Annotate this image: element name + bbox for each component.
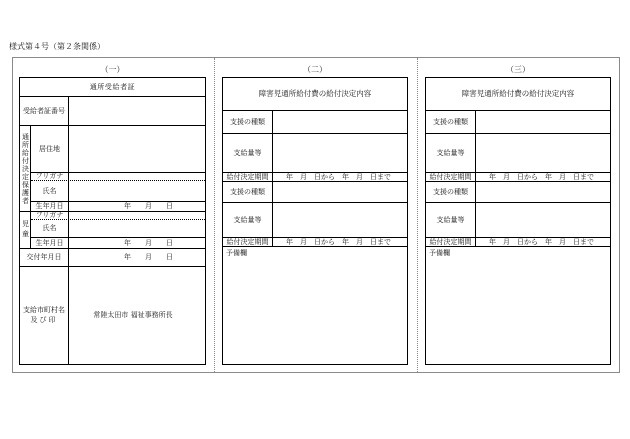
amount-row [426,134,610,173]
decision-period-row [426,173,610,182]
municipality-value: 常陸太田市 福祉事務所長 [93,311,173,319]
issue-date-label: 交付年月日 [20,249,69,266]
support-type-value [476,111,610,133]
municipality-label-line1: 支給市町村名 [23,306,65,314]
benefit-decision-panel-3 [425,77,611,365]
benefit-decision-panel-2 [222,77,408,365]
guardian-address-value [69,126,205,172]
benefit-decision-title: 障害児通所給付費の給付決定内容 [461,89,575,99]
benefit-decision-title-row [223,78,407,111]
decision-period-row [426,238,610,247]
child-name-label: 氏名 [31,220,69,237]
decision-period-label: 給付決定期間 [223,173,273,181]
decision-period-label: 給付決定期間 [426,173,476,181]
amount-value [273,134,407,172]
guardian-birthdate-label: 生年月日 [31,202,69,211]
decision-period-row [223,238,407,247]
guardian-address-label: 居住地 [31,126,69,172]
guardian-furigana-label: フリガナ [31,173,69,180]
panel-3-heading: （三） [506,65,530,74]
support-type-value [476,182,610,202]
decision-period-label: 給付決定期間 [223,238,273,246]
guardian-birthdate-value: 年 月 日 [124,202,173,210]
child-group [20,212,205,249]
guardian-furigana-row [31,173,205,181]
child-furigana-value [69,212,205,219]
child-birthdate-value: 年 月 日 [124,238,173,247]
recipient-number-label: 受給者証番号 [20,97,69,125]
guardian-name-value [69,181,205,201]
municipality-label-line2: 及び印 [30,316,58,324]
guardian-group-label [20,126,31,211]
amount-value [476,134,610,172]
support-type-value [273,182,407,202]
issue-date-value: 年 月 日 [124,253,173,261]
benefit-decision-title: 障害児通所給付費の給付決定内容 [258,89,372,99]
guardian-birthdate-row [31,202,205,211]
guardian-group-label-text: 通所給付決定保護者 [21,132,30,205]
child-furigana-label: フリガナ [31,212,69,219]
municipality-label [20,267,69,364]
amount-label: 支給量等 [426,134,476,172]
recipient-number-row [20,97,205,126]
support-type-row [426,182,610,203]
guardian-furigana-value [69,173,205,180]
amount-row [223,134,407,173]
support-type-row [223,111,407,134]
amount-label: 支給量等 [223,203,273,237]
certificate-title-row [20,78,205,97]
guardian-address-row [31,126,205,173]
reserve-label: 予備欄 [226,249,247,257]
support-type-label: 支援の種類 [223,111,273,133]
amount-value [476,203,610,237]
decision-period-value: 年 月 日から 年 月 日まで [286,172,391,181]
decision-period-value: 年 月 日から 年 月 日まで [489,237,594,246]
child-group-label-text: 児童 [21,220,30,240]
support-type-label: 支援の種類 [426,182,476,202]
reserve-area [223,247,407,364]
decision-period-label: 給付決定期間 [426,238,476,246]
child-name-value [69,220,205,237]
reserve-area [426,247,610,364]
panel-2-heading: （二） [303,65,327,74]
decision-period-row [223,173,407,182]
guardian-group [20,126,205,212]
certificate-panel [19,77,206,365]
municipality-row [20,267,205,364]
panel-separator-1 [214,58,215,372]
decision-period-value: 年 月 日から 年 月 日まで [286,237,391,246]
recipient-number-value [69,97,205,125]
support-type-value [273,111,407,133]
issue-date-row [20,249,205,267]
child-name-row [31,220,205,238]
support-type-row [223,182,407,203]
child-birthdate-label: 生年月日 [31,238,69,248]
decision-period-value: 年 月 日から 年 月 日まで [489,172,594,181]
guardian-name-label: 氏名 [31,181,69,201]
child-group-label [20,212,31,248]
support-type-label: 支援の種類 [223,182,273,202]
amount-label: 支給量等 [223,134,273,172]
panel-1-heading: （一） [100,65,125,74]
form-number: 様式第４号（第２条関係） [9,42,105,51]
child-furigana-row [31,212,205,220]
amount-value [273,203,407,237]
guardian-name-row [31,181,205,202]
amount-row [223,203,407,238]
benefit-decision-title-row [426,78,610,111]
panel-separator-2 [417,58,418,372]
amount-label: 支給量等 [426,203,476,237]
amount-row [426,203,610,238]
support-type-label: 支援の種類 [426,111,476,133]
reserve-label: 予備欄 [429,249,450,257]
certificate-title: 通所受給者証 [89,82,136,91]
support-type-row [426,111,610,134]
child-birthdate-row [31,238,205,248]
